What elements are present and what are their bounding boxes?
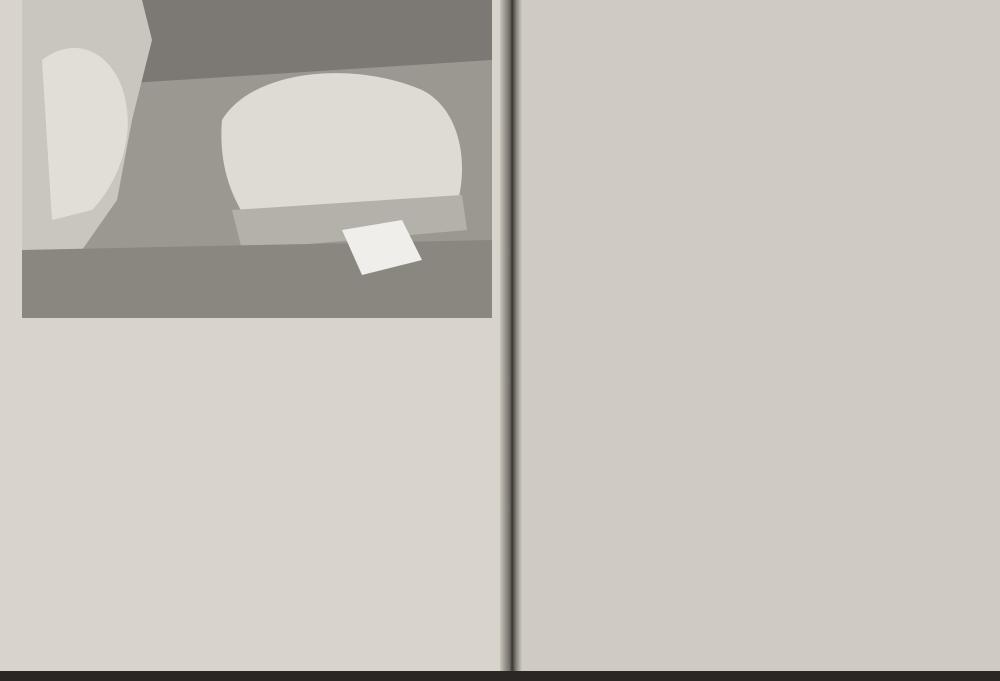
text-line (534, 363, 986, 383)
text-line (534, 121, 986, 141)
text-line (534, 444, 986, 464)
text-line (534, 81, 986, 101)
left-page-text (12, 378, 498, 681)
text-line (534, 523, 986, 543)
caption-line (150, 327, 450, 347)
text-line (12, 600, 498, 620)
text-line (12, 560, 498, 580)
caption-line (150, 347, 450, 367)
text-line (12, 499, 498, 519)
text-line (12, 540, 498, 560)
text-line (534, 323, 986, 343)
text-line (12, 378, 498, 398)
text-line (12, 519, 498, 539)
text-line (534, 162, 986, 182)
text-line (534, 222, 986, 242)
text-line (534, 182, 986, 202)
text-line (534, 20, 986, 40)
frieze-photo (22, 0, 492, 318)
figure-caption (150, 327, 450, 367)
text-line (12, 418, 498, 438)
text-line (534, 61, 986, 81)
text-line (534, 202, 986, 222)
right-page-text-bottom (534, 523, 986, 664)
text-line (534, 303, 986, 323)
text-line (534, 543, 986, 563)
text-line (12, 479, 498, 499)
text-line (534, 343, 986, 363)
text-line (534, 384, 986, 404)
text-line (534, 404, 986, 424)
text-line (534, 464, 986, 484)
text-line (534, 40, 986, 60)
text-line (12, 580, 498, 600)
text-line (534, 424, 986, 444)
frieze-relief-image (22, 0, 492, 318)
text-line (534, 485, 986, 505)
right-page-text-top (534, 0, 986, 505)
text-line (12, 620, 498, 640)
text-line (12, 439, 498, 459)
text-line (534, 242, 986, 262)
text-line (534, 584, 986, 604)
text-line (12, 459, 498, 479)
text-line (12, 398, 498, 418)
text-line (534, 644, 986, 664)
text-line (534, 604, 986, 624)
text-line (534, 624, 986, 644)
text-line (534, 101, 986, 121)
text-line (534, 283, 986, 303)
text-line (534, 141, 986, 161)
text-line (12, 640, 498, 660)
text-line (534, 563, 986, 583)
text-line (534, 0, 986, 20)
book-gutter (500, 0, 522, 671)
text-line (534, 262, 986, 282)
